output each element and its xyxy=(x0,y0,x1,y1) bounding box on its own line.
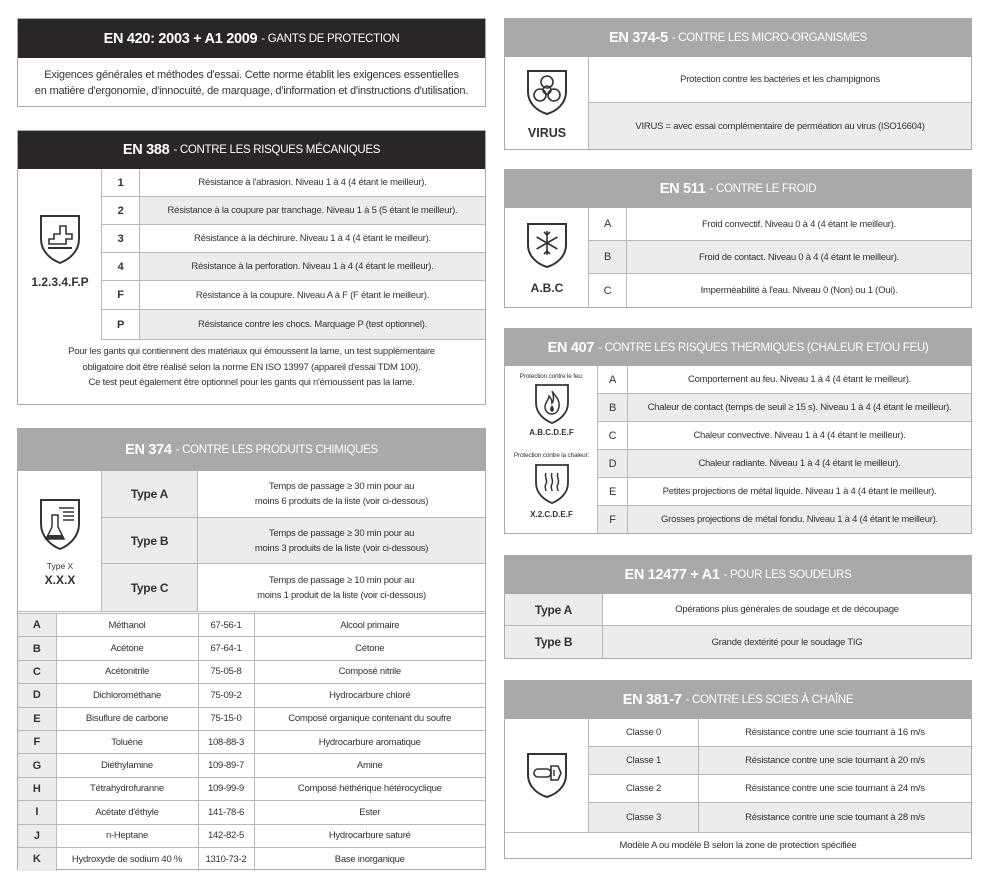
en388-row-key: 3 xyxy=(102,225,140,252)
en374-section xyxy=(17,428,486,870)
chemical-letter: C xyxy=(18,660,56,683)
chemical-cas: 75-15-0 xyxy=(198,707,254,730)
chemical-row xyxy=(18,730,485,753)
biohazard-shield-icon xyxy=(525,68,569,116)
en407-subtitle: - CONTRE LES RISQUES THERMIQUES (CHALEUR ET/OU FEU) xyxy=(598,341,929,354)
en374-type-name: Type C xyxy=(102,564,198,611)
en407-row xyxy=(598,450,971,478)
chemical-row xyxy=(18,637,485,660)
en374-icon-label: X.X.X xyxy=(44,573,76,587)
en511-row-text: Froid de contact. Niveau 0 à 4 (4 étant le meilleur). xyxy=(698,251,900,263)
en407-row-text: Chaleur de contact (temps de seuil ≥ 15 s). Niveau 1 à 4 (4 étant le meilleur). xyxy=(647,402,952,413)
en388-row-text: Résistance à la coupure. Niveau A à F (F étant le meilleur). xyxy=(195,289,430,301)
en3745-code: EN 374-5 xyxy=(609,30,668,46)
en511-row-key: A xyxy=(589,208,627,240)
chemical-cas: 109-99-9 xyxy=(198,777,254,800)
en3817-row-key: Classe 3 xyxy=(589,803,699,832)
en407-row-key: A xyxy=(598,366,628,393)
en407-row-key: E xyxy=(598,478,628,505)
en374-type-desc xyxy=(198,564,485,611)
en374-code: EN 374 xyxy=(125,442,172,458)
chemical-cas: 67-64-1 xyxy=(198,637,254,660)
en407-icon-cell xyxy=(505,366,598,533)
snowflake-shield-icon xyxy=(525,221,569,269)
en3745-icon-cell xyxy=(505,57,589,149)
en374-icon-small: Type X xyxy=(46,561,74,571)
chemical-cas: 109-89-7 xyxy=(198,754,254,777)
chemical-row xyxy=(18,707,485,730)
chemical-name: Acétonitrile xyxy=(56,660,198,683)
en374-type-desc-line-2: moins 1 produit de la liste (voir ci-dessous) xyxy=(257,589,426,601)
chemical-letter: F xyxy=(18,730,56,753)
chemical-letter: A xyxy=(18,614,56,637)
en407-row-text: Chaleur convective. Niveau 1 à 4 (4 étant le meilleur). xyxy=(693,430,906,441)
chemical-name: Méthanol xyxy=(56,614,198,637)
chemical-row xyxy=(18,614,485,637)
en388-subtitle: - CONTRE LES RISQUES MÉCANIQUES xyxy=(173,144,381,156)
en420-subtitle: - GANTS DE PROTECTION xyxy=(261,32,400,45)
en3817-row-text: Résistance contre une scie tournant à 28 m/s xyxy=(745,812,925,823)
en388-rows xyxy=(102,169,485,340)
en511-rows xyxy=(589,208,971,307)
en3745-header xyxy=(505,19,971,57)
chemical-name: Toluène xyxy=(56,730,198,753)
chemical-cas: 67-56-1 xyxy=(198,614,254,637)
en420-description xyxy=(18,58,485,99)
en3745-section xyxy=(504,18,972,150)
en511-section xyxy=(504,169,972,308)
en12477-row-key: Type A xyxy=(505,594,603,625)
en407-row xyxy=(598,506,971,533)
en374-type-desc-line-1: Temps de passage ≥ 30 min pour au xyxy=(268,527,415,539)
en407-row-key: B xyxy=(598,394,628,421)
en374-type-desc-line-1: Temps de passage ≥ 10 min pour au xyxy=(268,574,415,586)
chemical-class: Composé organique contenant du soufre xyxy=(254,707,485,730)
chemical-class: Amine xyxy=(254,754,485,777)
chemical-letter: G xyxy=(18,754,56,777)
en374-type-row xyxy=(102,518,485,564)
en407-row xyxy=(598,394,971,422)
chemical-class: Hydrocarbure saturé xyxy=(254,824,485,847)
en3745-row-2: VIRUS = avec essai complémentaire de perméation au virus (ISO16604) xyxy=(589,103,971,149)
en12477-row xyxy=(505,626,971,658)
chemical-letter: D xyxy=(18,684,56,707)
en407-row xyxy=(598,478,971,506)
chemical-class: Cétone xyxy=(254,637,485,660)
en388-row-key: 2 xyxy=(102,197,140,224)
en388-row-text: Résistance à la coupure par tranchage. Niveau 1 à 5 (5 étant le meilleur). xyxy=(167,205,458,216)
en388-code: EN 388 xyxy=(122,142,170,158)
en12477-header xyxy=(505,556,971,594)
en374-subtitle: - CONTRE LES PRODUITS CHIMIQUES xyxy=(175,444,378,456)
en12477-row xyxy=(505,594,971,626)
en388-row-text: Résistance à la perforation. Niveau 1 à 4 (4 étant le meilleur). xyxy=(191,261,434,272)
chemical-name: Tétrahydrofuranne xyxy=(56,777,198,800)
en407-icon2-label: X.2.C.D.E.F xyxy=(530,510,573,519)
chemical-name: Acétone xyxy=(56,637,198,660)
heat-shield-icon xyxy=(534,463,570,505)
en374-type-row xyxy=(102,471,485,518)
en3745-subtitle: - CONTRE LES MICRO-ORGANISMES xyxy=(671,32,867,44)
en12477-subtitle: - POUR LES SOUDEURS xyxy=(723,569,852,581)
chemical-cas: 1310-73-2 xyxy=(198,847,254,870)
en511-row xyxy=(589,208,971,241)
en420-section xyxy=(17,18,486,107)
en407-code: EN 407 xyxy=(547,339,595,356)
en407-icon1-caption: Protection contre le feu: xyxy=(519,373,584,380)
en12477-code: EN 12477 + A1 xyxy=(624,567,720,583)
en511-row-key: B xyxy=(589,241,627,273)
en374-types xyxy=(18,471,485,612)
chemical-cas: 75-05-8 xyxy=(198,660,254,683)
en511-code: EN 511 xyxy=(659,181,706,197)
en12477-row-key: Type B xyxy=(505,626,603,658)
chemical-name: Diéthylamine xyxy=(56,754,198,777)
chemical-cas: 108-88-3 xyxy=(198,730,254,753)
en511-icon-cell xyxy=(505,208,589,307)
en511-header xyxy=(505,170,971,208)
chemical-cas: 141-78-6 xyxy=(198,801,254,824)
en407-icon1-label: A.B.C.D.E.F xyxy=(529,428,574,437)
en407-row-key: D xyxy=(598,450,628,477)
en12477-row-text: Grande dextérité pour le soudage TIG xyxy=(711,636,863,648)
en388-icon-label: 1.2.3.4.F.P xyxy=(31,275,89,289)
en12477-row-text: Opérations plus générales de soudage et de découpage xyxy=(675,604,899,615)
chemical-letter: H xyxy=(18,777,56,800)
en3745-icon-label: VIRUS xyxy=(527,126,567,140)
en3817-row-key: Classe 2 xyxy=(589,775,699,802)
en407-row-key: F xyxy=(598,506,628,533)
en374-icon-cell xyxy=(18,471,102,611)
en407-row-key: C xyxy=(598,422,628,449)
chemical-class: Alcool primaire xyxy=(254,614,485,637)
en3817-row-key: Classe 0 xyxy=(589,719,699,746)
en3817-code: EN 381-7 xyxy=(622,692,682,708)
en407-row-text: Petites projections de métal liquide. Niveau 1 à 4 (4 étant le meilleur). xyxy=(662,486,937,497)
chemical-class: Hydrocarbure chloré xyxy=(254,684,485,707)
chemical-class: Composé héthérique hétérocyclique xyxy=(254,777,485,800)
flask-shield-icon xyxy=(37,497,83,551)
en388-row-key: P xyxy=(102,310,140,339)
en420-line-1: Exigences générales et méthodes d'essai. Cette norme établit les exigences essentielles xyxy=(44,69,459,81)
en407-icon2-caption: Protection contre la chaleur: xyxy=(513,452,590,459)
en511-row xyxy=(589,274,971,307)
en3817-icon-cell xyxy=(505,719,589,832)
en388-row-text: Résistance à l'abrasion. Niveau 1 à 4 (4 étant le meilleur). xyxy=(198,177,427,188)
en407-row-text: Chaleur radiante. Niveau 1 à 4 (4 étant le meilleur). xyxy=(698,458,901,469)
en388-section xyxy=(17,130,486,405)
en3817-row-text: Résistance contre une scie tournant à 20 m/s xyxy=(745,755,925,766)
en3817-footer: Modèle A ou modèle B selon la zone de protection spécifiée xyxy=(505,832,971,858)
en420-code: EN 420: 2003 + A1 2009 xyxy=(103,30,258,47)
en407-header xyxy=(505,329,971,366)
en3817-row-text: Résistance contre une scie tournant à 24 m/s xyxy=(745,783,925,794)
en374-type-desc-line-2: moins 3 produits de la liste (voir ci-dessous) xyxy=(254,542,429,554)
en3745-row-1: Protection contre les bactéries et les champignons xyxy=(589,57,971,103)
hand-shield-icon xyxy=(37,213,83,265)
chemical-letter: B xyxy=(18,637,56,660)
en388-row-text: Résistance contre les chocs. Marquage P (test optionnel). xyxy=(197,319,427,330)
chemical-name: n-Heptane xyxy=(56,824,198,847)
en388-icon-cell xyxy=(18,169,102,340)
chemical-letter: I xyxy=(18,801,56,824)
en388-row xyxy=(102,197,485,225)
chemical-class: Composé nitrile xyxy=(254,660,485,683)
chemical-class: Ester xyxy=(254,801,485,824)
chemical-class: Hydrocarbure aromatique xyxy=(254,730,485,753)
en511-row-text: Froid convectif. Niveau 0 à 4 (4 étant le meilleur). xyxy=(702,218,896,230)
en511-subtitle: - CONTRE LE FROID xyxy=(709,183,817,195)
en407-row-text: Grosses projections de métal fondu. Niveau 1 à 4 (4 étant le meilleur). xyxy=(661,514,938,525)
en407-rows xyxy=(598,366,971,533)
en388-note xyxy=(18,344,485,391)
en388-header xyxy=(18,131,485,169)
en511-row-text: Imperméabilité à l'eau. Niveau 0 (Non) ou 1 (Oui). xyxy=(700,285,898,296)
chemical-row xyxy=(18,660,485,683)
en511-row-key: C xyxy=(589,274,627,307)
en407-row xyxy=(598,422,971,450)
en388-body xyxy=(18,169,485,340)
en374-type-name: Type A xyxy=(102,471,198,517)
en388-note-line-1: Pour les gants qui contiennent des matériaux qui émoussent la lame, un test supplémentaire xyxy=(68,346,435,357)
chemical-row xyxy=(18,847,485,870)
flame-shield-icon xyxy=(534,383,570,425)
en388-row-key: F xyxy=(102,281,140,309)
en407-row-text: Comportement au feu. Niveau 1 à 4 (4 étant le meilleur). xyxy=(687,374,912,385)
chemical-cas: 142-82-5 xyxy=(198,824,254,847)
en3817-row xyxy=(589,747,971,775)
en388-row-text: Résistance à la déchirure. Niveau 1 à 4 (4 étant le meilleur). xyxy=(194,233,431,244)
en3817-section xyxy=(504,680,972,859)
chemical-letter: E xyxy=(18,707,56,730)
en3817-rows xyxy=(589,719,971,832)
chemical-row xyxy=(18,684,485,707)
chemical-row xyxy=(18,824,485,847)
en374-type-desc xyxy=(198,471,485,517)
en3817-subtitle: - CONTRE LES SCIES À CHAÎNE xyxy=(685,694,854,706)
chemical-name: Bisuflure de carbone xyxy=(56,707,198,730)
en388-row xyxy=(102,169,485,197)
en388-row xyxy=(102,225,485,253)
en3817-row-text: Résistance contre une scie tournant à 16 m/s xyxy=(745,727,925,738)
chemical-cas: 75-09-2 xyxy=(198,684,254,707)
en374-header xyxy=(18,429,485,471)
en374-type-row xyxy=(102,564,485,611)
chemical-letter: K xyxy=(18,847,56,870)
en12477-section xyxy=(504,555,972,659)
en3817-row xyxy=(589,719,971,747)
en407-section xyxy=(504,328,972,534)
en374-type-desc-line-1: Temps de passage ≥ 30 min pour au xyxy=(268,481,415,492)
en374-chemicals-table xyxy=(18,613,485,871)
chemical-name: Acétate d'éthyle xyxy=(56,801,198,824)
chemical-class: Base inorganique xyxy=(254,847,485,870)
en374-type-desc-line-2: moins 6 produits de la liste (voir ci-dessous) xyxy=(254,496,429,507)
chemical-row xyxy=(18,777,485,800)
en388-note-line-3: Ce test peut également être optionnel pour les gants qui n'émoussent pas la lame. xyxy=(88,377,415,388)
en511-row xyxy=(589,241,971,274)
en420-header xyxy=(18,19,485,58)
en388-note-line-2: obligatoire doit être réalisé selon la norme EN ISO 13997 (appareil d'essai TDM 100). xyxy=(82,361,421,373)
chemical-name: Hydroxyde de sodium 40 % xyxy=(56,847,198,870)
en374-type-desc xyxy=(198,518,485,563)
en388-row xyxy=(102,281,485,310)
chemical-row xyxy=(18,754,485,777)
en388-row-key: 1 xyxy=(102,169,140,196)
en3817-row xyxy=(589,803,971,832)
chemical-name: Dichlorométhane xyxy=(56,684,198,707)
chemical-letter: J xyxy=(18,824,56,847)
en3817-row xyxy=(589,775,971,803)
en374-type-name: Type B xyxy=(102,518,198,563)
en511-icon-label: A.B.C xyxy=(530,281,564,295)
en388-row xyxy=(102,253,485,281)
chainsaw-shield-icon xyxy=(525,751,569,799)
en420-line-2: en matière d'ergonomie, d'innocuité, de marquage, d'information et d'instructions d'utilisation. xyxy=(34,85,469,97)
en388-row-key: 4 xyxy=(102,253,140,280)
en388-row xyxy=(102,310,485,340)
en407-row xyxy=(598,366,971,394)
chemical-row xyxy=(18,801,485,824)
en3817-row-key: Classe 1 xyxy=(589,747,699,774)
en3817-header xyxy=(505,681,971,719)
